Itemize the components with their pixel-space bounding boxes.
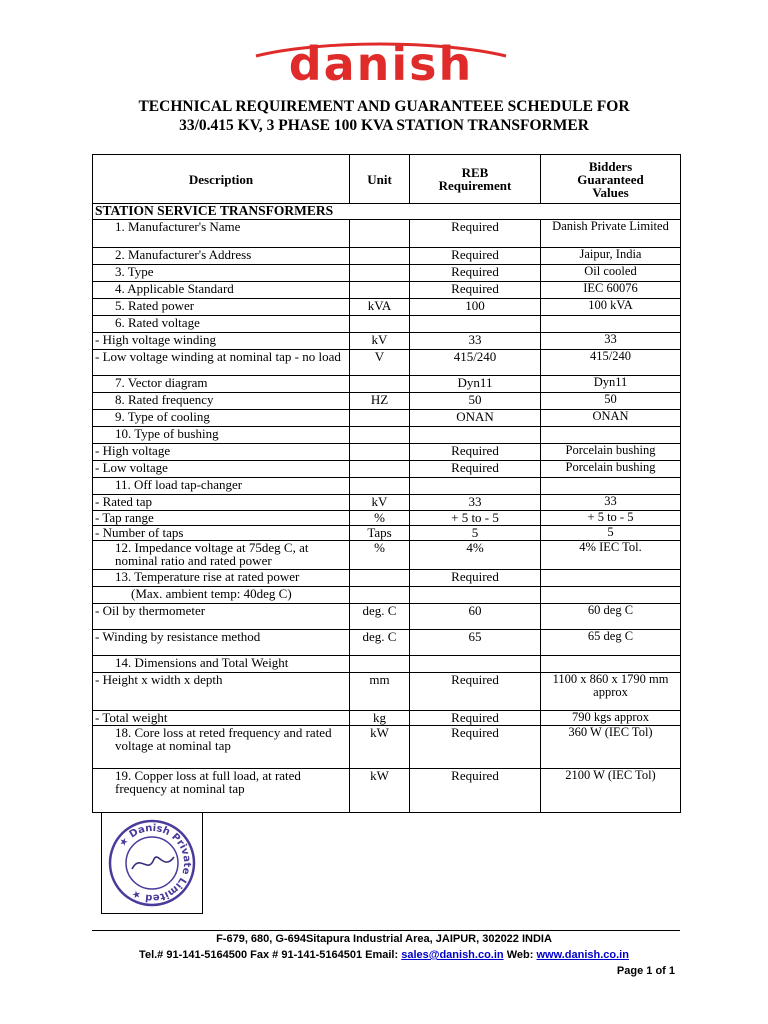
row-description: 3. Type: [93, 265, 350, 282]
row-guaranteed-value: Jaipur, India: [541, 248, 681, 265]
row-description: - Tap range: [93, 511, 350, 526]
row-unit: [350, 656, 410, 673]
header-reb: [410, 155, 541, 204]
row-description: - Low voltage winding at nominal tap - no load: [93, 350, 350, 376]
row-description: - Winding by resistance method: [93, 630, 350, 656]
row-unit: [350, 410, 410, 427]
company-seal: [102, 813, 202, 913]
footer-contact: [0, 949, 768, 961]
table-row: [93, 656, 681, 673]
row-unit: kVA: [350, 299, 410, 316]
row-reb-requirement: 65: [410, 630, 541, 656]
row-reb-requirement: 5: [410, 526, 541, 541]
row-description: 7. Vector diagram: [93, 376, 350, 393]
table-row: [93, 265, 681, 282]
footer-email-link[interactable]: sales@danish.co.in: [401, 949, 504, 961]
row-reb-requirement: Required: [410, 444, 541, 461]
table-row: [93, 376, 681, 393]
row-description: - Total weight: [93, 711, 350, 726]
row-reb-requirement: Required: [410, 461, 541, 478]
row-reb-requirement: 33: [410, 495, 541, 511]
row-description: 19. Copper loss at full load, at rated frequency at nominal tap: [93, 769, 350, 813]
table-row: [93, 541, 681, 570]
table-row: [93, 393, 681, 410]
row-description: 4. Applicable Standard: [93, 282, 350, 299]
header-bidders: [541, 155, 681, 204]
row-reb-requirement: Required: [410, 220, 541, 248]
table-row: [93, 220, 681, 248]
row-guaranteed-value: 33: [541, 495, 681, 511]
row-reb-requirement: Required: [410, 711, 541, 726]
row-reb-requirement: + 5 to - 5: [410, 511, 541, 526]
row-guaranteed-value: Dyn11: [541, 376, 681, 393]
row-unit: [350, 248, 410, 265]
row-unit: deg. C: [350, 630, 410, 656]
row-unit: [350, 444, 410, 461]
company-seal-box: [101, 812, 203, 914]
row-reb-requirement: ONAN: [410, 410, 541, 427]
header-bidders-line2: Guaranteed: [577, 171, 644, 187]
table-row: [93, 410, 681, 427]
header-unit: Unit: [350, 155, 410, 204]
row-guaranteed-value: Oil cooled: [541, 265, 681, 282]
row-unit: %: [350, 541, 410, 570]
row-reb-requirement: Required: [410, 282, 541, 299]
document-title-line2: 33/0.415 KV, 3 PHASE 100 KVA STATION TRANSFORMER: [179, 117, 589, 134]
row-reb-requirement: 50: [410, 393, 541, 410]
footer-phone-fax: Tel.# 91-141-5164500 Fax # 91-141-5164501 Email:: [139, 949, 399, 961]
row-guaranteed-value: 65 deg C: [541, 630, 681, 656]
row-unit: [350, 265, 410, 282]
table-row: [93, 461, 681, 478]
header-bidders-line3: Values: [592, 184, 629, 200]
row-guaranteed-value: 60 deg C: [541, 604, 681, 630]
row-reb-requirement: [410, 656, 541, 673]
footer-website-link[interactable]: www.danish.co.in: [536, 949, 629, 961]
table-row: [93, 526, 681, 541]
row-description: - Number of taps: [93, 526, 350, 541]
table-row: [93, 282, 681, 299]
table-row: [93, 478, 681, 495]
footer-divider: [92, 930, 680, 931]
row-reb-requirement: 415/240: [410, 350, 541, 376]
table-row: [93, 511, 681, 526]
row-description: 14. Dimensions and Total Weight: [93, 656, 350, 673]
row-description: (Max. ambient temp: 40deg C): [93, 587, 350, 604]
row-unit: [350, 461, 410, 478]
danish-logo-graphic: [250, 34, 512, 86]
row-description: - Oil by thermometer: [93, 604, 350, 630]
row-unit: [350, 478, 410, 495]
row-guaranteed-value: 50: [541, 393, 681, 410]
row-description: 8. Rated frequency: [93, 393, 350, 410]
row-unit: deg. C: [350, 604, 410, 630]
table-row: [93, 673, 681, 711]
table-row: [93, 604, 681, 630]
row-guaranteed-value: 4% IEC Tol.: [541, 541, 681, 570]
row-description: 18. Core loss at reted frequency and rated voltage at nominal tap: [93, 726, 350, 769]
row-reb-requirement: [410, 478, 541, 495]
row-unit: %: [350, 511, 410, 526]
row-guaranteed-value: ONAN: [541, 410, 681, 427]
table-row: [93, 350, 681, 376]
row-guaranteed-value: [541, 587, 681, 604]
row-unit: kV: [350, 495, 410, 511]
row-unit: [350, 282, 410, 299]
row-reb-requirement: Required: [410, 265, 541, 282]
row-reb-requirement: Required: [410, 769, 541, 813]
row-unit: kW: [350, 726, 410, 769]
row-unit: [350, 587, 410, 604]
row-description: 13. Temperature rise at rated power: [93, 570, 350, 587]
row-reb-requirement: Dyn11: [410, 376, 541, 393]
table-row: [93, 316, 681, 333]
row-guaranteed-value: [541, 570, 681, 587]
table-row: [93, 630, 681, 656]
footer-address: F-679, 680, G-694Sitapura Industrial Area, JAIPUR, 302022 INDIA: [216, 933, 552, 945]
svg-text:★ Danish Private Limited ★: ★ Danish Private Limited ★: [117, 822, 193, 904]
row-guaranteed-value: [541, 656, 681, 673]
row-description: - High voltage: [93, 444, 350, 461]
row-unit: kg: [350, 711, 410, 726]
row-guaranteed-value: + 5 to - 5: [541, 511, 681, 526]
row-description: - Height x width x depth: [93, 673, 350, 711]
table-row: [93, 711, 681, 726]
row-reb-requirement: [410, 316, 541, 333]
row-guaranteed-value: 33: [541, 333, 681, 350]
row-unit: V: [350, 350, 410, 376]
row-reb-requirement: Required: [410, 248, 541, 265]
row-unit: kV: [350, 333, 410, 350]
document-title-line1: TECHNICAL REQUIREMENT AND GUARANTEEE SCHEDULE FOR: [138, 98, 630, 115]
row-guaranteed-value: [541, 427, 681, 444]
row-guaranteed-value: 360 W (IEC Tol): [541, 726, 681, 769]
svg-text:danish: danish: [288, 37, 474, 86]
table-row: [93, 495, 681, 511]
row-description: 6. Rated voltage: [93, 316, 350, 333]
row-reb-requirement: Required: [410, 570, 541, 587]
row-description: - Low voltage: [93, 461, 350, 478]
row-guaranteed-value: 1100 x 860 x 1790 mm approx: [541, 673, 681, 711]
row-description: 12. Impedance voltage at 75deg C, at nominal ratio and rated power: [93, 541, 350, 570]
row-reb-requirement: Required: [410, 726, 541, 769]
header-reb-line1: REB: [461, 165, 489, 180]
spec-table: [92, 154, 681, 813]
table-row: [93, 248, 681, 265]
table-row: [93, 587, 681, 604]
table-row: [93, 299, 681, 316]
row-unit: [350, 220, 410, 248]
row-unit: [350, 427, 410, 444]
row-description: 9. Type of cooling: [93, 410, 350, 427]
row-unit: [350, 316, 410, 333]
row-description: - Rated tap: [93, 495, 350, 511]
table-row: [93, 726, 681, 769]
row-guaranteed-value: [541, 316, 681, 333]
row-guaranteed-value: 415/240: [541, 350, 681, 376]
row-guaranteed-value: 2100 W (IEC Tol): [541, 769, 681, 813]
row-description: 2. Manufacturer's Address: [93, 248, 350, 265]
table-row: [93, 769, 681, 813]
row-description: 5. Rated power: [93, 299, 350, 316]
row-reb-requirement: [410, 587, 541, 604]
row-reb-requirement: Required: [410, 673, 541, 711]
row-description: - High voltage winding: [93, 333, 350, 350]
row-guaranteed-value: 790 kgs approx: [541, 711, 681, 726]
row-guaranteed-value: [541, 478, 681, 495]
row-guaranteed-value: Porcelain bushing: [541, 461, 681, 478]
table-row: [93, 427, 681, 444]
row-description: 10. Type of bushing: [93, 427, 350, 444]
table-row: [93, 444, 681, 461]
danish-logo: [250, 34, 512, 86]
header-bidders-line1: Bidders: [588, 158, 633, 174]
row-guaranteed-value: 100 kVA: [541, 299, 681, 316]
row-unit: Taps: [350, 526, 410, 541]
row-guaranteed-value: Porcelain bushing: [541, 444, 681, 461]
table-row: [93, 570, 681, 587]
header-reb-line2: Requirement: [438, 178, 512, 193]
row-reb-requirement: 4%: [410, 541, 541, 570]
header-description: Description: [93, 155, 350, 204]
page-number: Page 1 of 1: [616, 965, 675, 977]
row-unit: kW: [350, 769, 410, 813]
row-unit: mm: [350, 673, 410, 711]
row-reb-requirement: 60: [410, 604, 541, 630]
footer-web-label: Web:: [506, 949, 534, 961]
row-reb-requirement: 100: [410, 299, 541, 316]
row-guaranteed-value: Danish Private Limited: [541, 220, 681, 248]
row-reb-requirement: 33: [410, 333, 541, 350]
row-description: 11. Off load tap-changer: [93, 478, 350, 495]
row-description: 1. Manufacturer's Name: [93, 220, 350, 248]
section-title: STATION SERVICE TRANSFORMERS: [93, 204, 681, 220]
row-guaranteed-value: 5: [541, 526, 681, 541]
row-unit: [350, 570, 410, 587]
table-row: [93, 333, 681, 350]
row-reb-requirement: [410, 427, 541, 444]
row-unit: HZ: [350, 393, 410, 410]
row-guaranteed-value: IEC 60076: [541, 282, 681, 299]
row-unit: [350, 376, 410, 393]
